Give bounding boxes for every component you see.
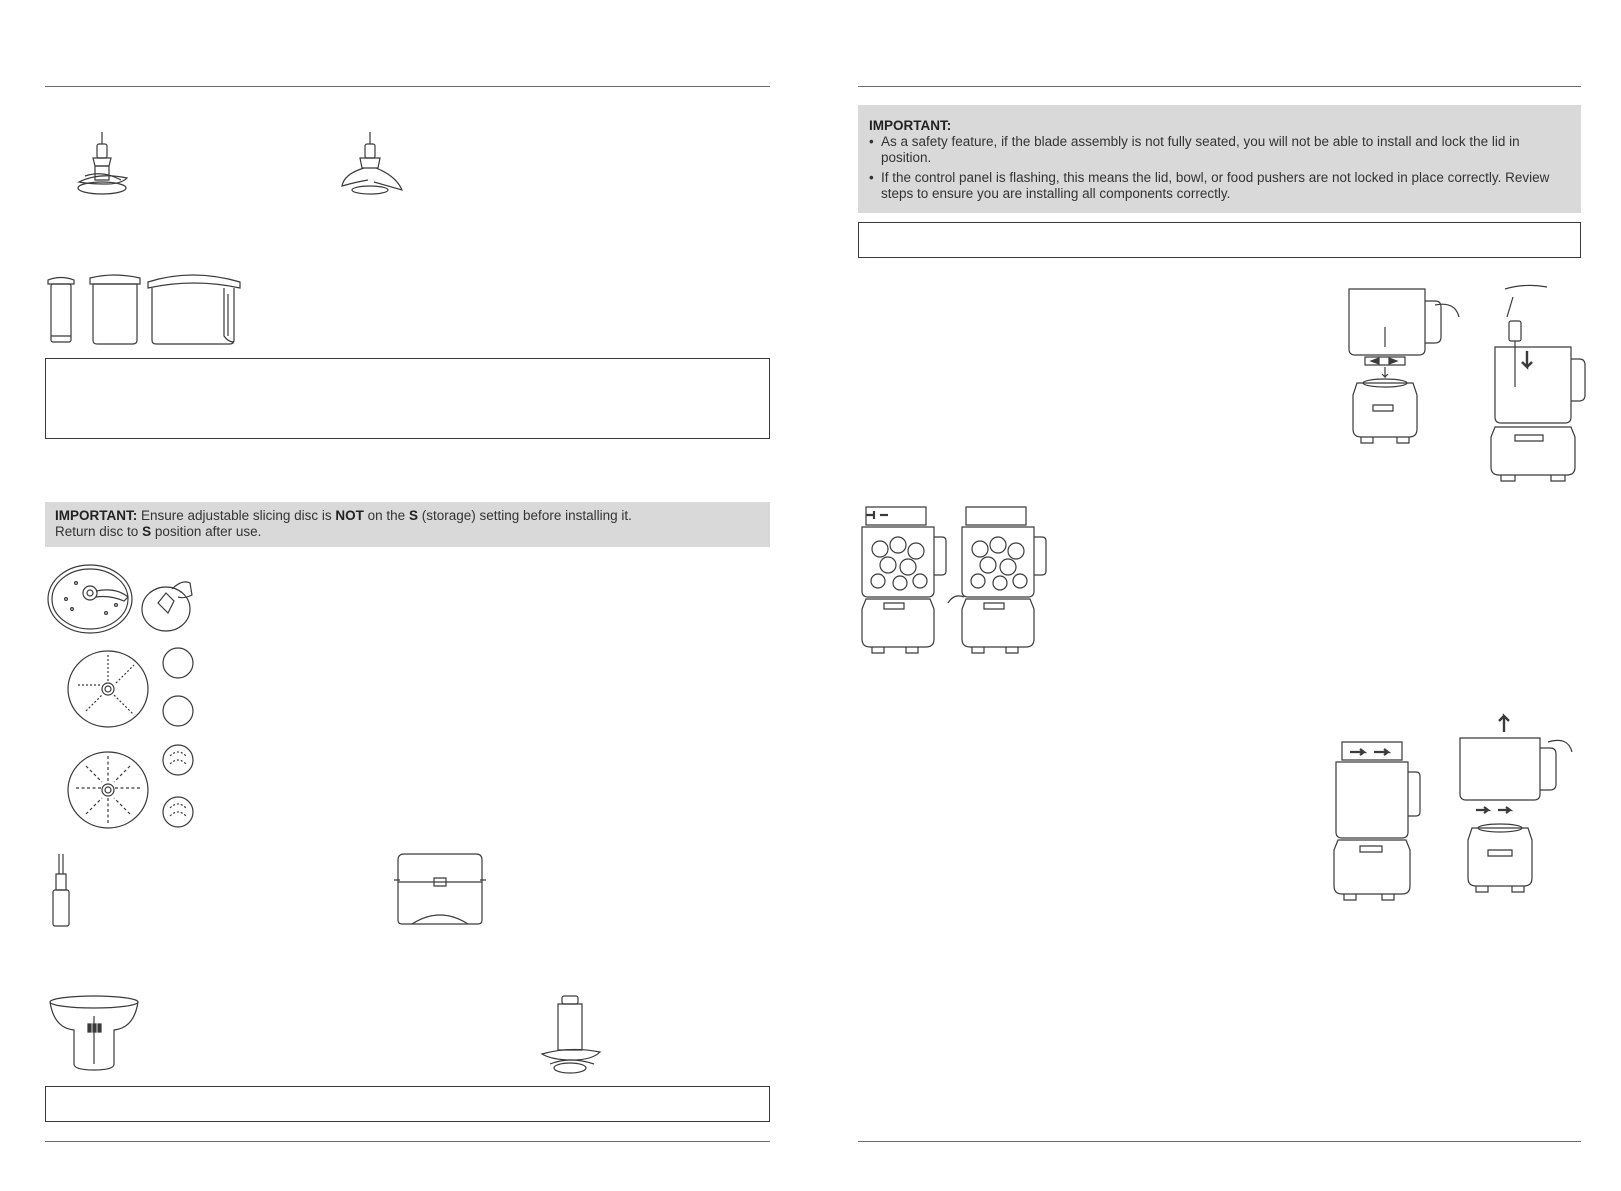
left-important-text-5: position after use.	[154, 524, 262, 539]
remove-bowl-illustration	[1330, 712, 1572, 908]
bullet-marker: •	[869, 134, 874, 149]
mini-chopping-blade-illustration	[540, 994, 604, 1076]
dough-blade-illustration	[340, 130, 410, 202]
right-important-note	[858, 105, 1581, 213]
reversible-shredding-disc-fine-illustration	[66, 645, 196, 731]
reversible-shredding-disc-coarse-illustration	[66, 742, 196, 832]
left-important-text-3: (storage) setting before installing it.	[421, 508, 632, 523]
left-important-not: NOT	[335, 508, 364, 523]
left-bottom-rule	[45, 1141, 770, 1142]
chopping-blade-illustration	[75, 130, 137, 202]
right-important-bullet-2-text: If the control panel is flashing, this means the lid, bowl, or food pushers are not locked in place correctly. Review steps to ensure you are installing all components correctly.	[881, 170, 1550, 201]
right-important-bullet-1	[869, 134, 1571, 166]
left-top-rule	[45, 86, 770, 87]
right-important-bullet-1-text: As a safety feature, if the blade assembly is not fully seated, you will not be able to install and lock the lid in position.	[881, 134, 1520, 165]
mini-bowl-illustration	[48, 994, 144, 1074]
bullet-marker: •	[869, 170, 874, 185]
right-important-heading: IMPORTANT:	[869, 118, 952, 133]
adjustable-slicing-disc-illustration	[46, 563, 196, 635]
left-important-text-1: Ensure adjustable slicing disc is	[141, 508, 332, 523]
small-food-pusher-illustration	[46, 276, 76, 346]
install-lid-illustration	[858, 503, 1048, 659]
feed-chute-pusher-illustration	[146, 274, 242, 348]
right-important-bullet-2	[869, 170, 1571, 202]
left-important-text-2: on the	[367, 508, 406, 523]
right-bottom-rule	[858, 1141, 1581, 1142]
disc-spindle-illustration	[50, 852, 72, 928]
left-empty-box-2	[45, 1086, 770, 1122]
medium-food-pusher-illustration	[88, 274, 142, 346]
disc-storage-case-illustration	[392, 852, 488, 928]
left-important-heading: IMPORTANT:	[55, 508, 138, 523]
left-important-text-4: Return disc to	[55, 524, 139, 539]
left-important-s-1: S	[408, 508, 418, 523]
left-important-s-2: S	[142, 524, 152, 539]
right-empty-box	[858, 222, 1581, 258]
right-top-rule	[858, 86, 1581, 87]
left-empty-box-1	[45, 358, 770, 439]
left-important-note	[45, 502, 770, 547]
install-bowl-illustration	[1345, 287, 1585, 483]
